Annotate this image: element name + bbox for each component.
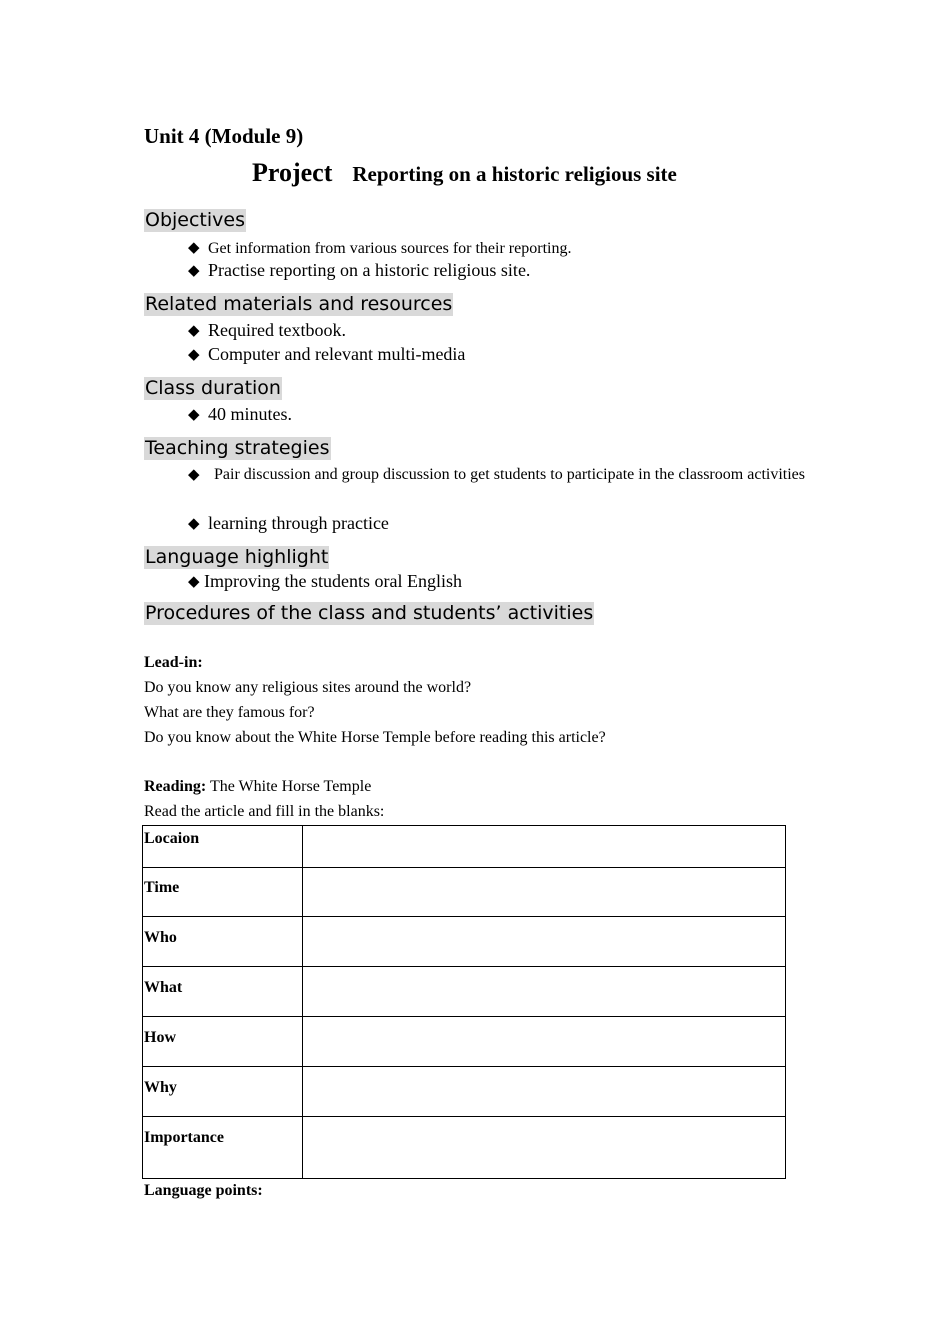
page-title: [252, 158, 677, 188]
heading-strategies: Teaching strategies: [145, 437, 330, 459]
row-label: Importance: [143, 1117, 303, 1179]
bullet-item: [188, 404, 292, 425]
row-label: Who: [143, 917, 303, 967]
table-row: [143, 917, 786, 967]
bullet-text: Practise reporting on a historic religious site.: [208, 260, 531, 280]
bullet-item: [188, 260, 530, 281]
diamond-bullet-icon: ◆: [188, 323, 200, 339]
row-label: How: [143, 1017, 303, 1067]
diamond-bullet-icon: ◆: [188, 407, 200, 423]
table-row: [143, 1117, 786, 1179]
heading-duration: Class duration: [145, 377, 281, 399]
table-row: [143, 826, 786, 868]
heading-procedures: Procedures of the class and students’ activities: [145, 602, 594, 624]
diamond-bullet-icon: ◆: [188, 467, 200, 483]
reading-instruction: Read the article and fill in the blanks:: [144, 803, 385, 820]
diamond-bullet-icon: ◆: [188, 263, 200, 279]
blank-cell[interactable]: [303, 826, 786, 868]
leadin-question: Do you know about the White Horse Temple before reading this article?: [144, 729, 606, 746]
diamond-bullet-icon: ◆: [188, 516, 200, 532]
diamond-bullet-icon: ◆: [188, 347, 200, 363]
heading-objectives: Objectives: [145, 209, 245, 231]
blank-cell[interactable]: [303, 917, 786, 967]
blank-cell[interactable]: [303, 1067, 786, 1117]
leadin-label: Lead-in:: [144, 654, 203, 671]
project-subtitle: Reporting on a historic religious site: [352, 162, 677, 186]
heading-materials: Related materials and resources: [145, 293, 453, 315]
leadin-question: What are they famous for?: [144, 704, 315, 721]
bullet-item: [188, 320, 346, 341]
reading-title: The White Horse Temple: [206, 778, 372, 795]
reading-line: [144, 778, 371, 796]
bullet-item: [188, 464, 208, 485]
blank-cell[interactable]: [303, 1017, 786, 1067]
bullet-text: Required textbook.: [208, 320, 346, 340]
row-label: Why: [143, 1067, 303, 1117]
diamond-bullet-icon: ◆: [188, 574, 200, 590]
blank-cell[interactable]: [303, 868, 786, 917]
diamond-bullet-icon: ◆: [188, 240, 200, 256]
bullet-text: Get information from various sources for their reporting.: [208, 240, 572, 257]
bullet-text: 40 minutes.: [208, 404, 292, 424]
leadin-question: Do you know any religious sites around the world?: [144, 679, 472, 696]
heading-language: Language highlight: [145, 546, 329, 568]
bullet-text: Improving the students oral English: [204, 571, 462, 591]
reading-label: Reading:: [144, 778, 207, 795]
table-row: [143, 1067, 786, 1117]
row-label: Time: [143, 868, 303, 917]
fill-in-table: [142, 825, 786, 1179]
table-row: [143, 1017, 786, 1067]
blank-cell[interactable]: [303, 967, 786, 1017]
project-label: Project: [252, 158, 333, 187]
unit-title: Unit 4 (Module 9): [144, 124, 304, 148]
bullet-text: Computer and relevant multi-media: [208, 344, 466, 364]
table-row: [143, 868, 786, 917]
row-label: What: [143, 967, 303, 1017]
bullet-text: Pair discussion and group discussion to get students to participate in the classroom activities: [214, 466, 805, 483]
bullet-item: [188, 513, 389, 534]
bullet-item: [188, 237, 571, 258]
bullet-item: [188, 571, 462, 592]
language-points-label: Language points:: [144, 1182, 263, 1199]
bullet-text: learning through practice: [208, 513, 389, 533]
table-row: [143, 967, 786, 1017]
blank-cell[interactable]: [303, 1117, 786, 1179]
row-label: Locaion: [143, 826, 303, 868]
bullet-item: [188, 344, 465, 365]
